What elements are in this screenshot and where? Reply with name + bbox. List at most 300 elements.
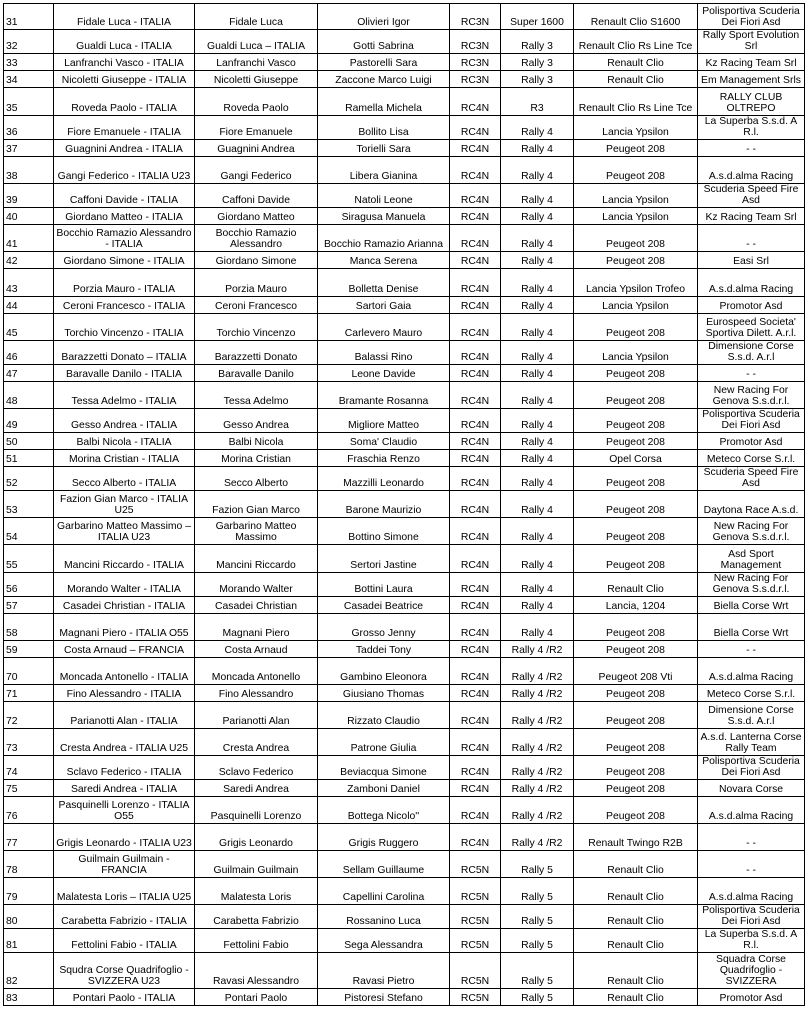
- team-cell: Kz Racing Team Srl: [698, 208, 805, 225]
- class-cell: RC4N: [450, 140, 501, 157]
- car-cell: Lancia Ypsilon: [574, 297, 698, 314]
- group-cell: Rally 4: [501, 225, 574, 252]
- table-row: [4, 702, 805, 729]
- co-driver-cell: Natoli Leone: [318, 184, 450, 208]
- car-cell: Peugeot 208: [574, 729, 698, 756]
- driver-cell: Lanfranchi Vasco: [195, 54, 318, 71]
- car-cell: Renault Clio: [574, 878, 698, 905]
- table-row: [4, 409, 805, 433]
- group-cell: Rally 4 /R2: [501, 641, 574, 658]
- table-row: [4, 905, 805, 929]
- driver-cell: Ceroni Francesco: [195, 297, 318, 314]
- car-cell: Lancia, 1204: [574, 597, 698, 614]
- competitor-cell: Guagnini Andrea - ITALIA: [54, 140, 195, 157]
- group-cell: Rally 4: [501, 433, 574, 450]
- entry-number-cell: 46: [4, 341, 54, 365]
- team-cell: Dimensione Corse S.s.d. A.r.l: [698, 702, 805, 729]
- car-cell: Peugeot 208: [574, 225, 698, 252]
- entry-number-cell: 82: [4, 953, 54, 989]
- entry-number-cell: 47: [4, 365, 54, 382]
- entry-number-cell: 77: [4, 824, 54, 851]
- table-row: [4, 433, 805, 450]
- car-cell: Lancia Ypsilon Trofeo: [574, 269, 698, 297]
- co-driver-cell: Zamboni Daniel: [318, 780, 450, 797]
- table-row: [4, 341, 805, 365]
- co-driver-cell: Grigis Ruggero: [318, 824, 450, 851]
- team-cell: A.s.d.alma Racing: [698, 878, 805, 905]
- co-driver-cell: Casadei Beatrice: [318, 597, 450, 614]
- team-cell: RALLY CLUB OLTREPO: [698, 88, 805, 116]
- car-cell: Lancia Ypsilon: [574, 208, 698, 225]
- team-cell: - -: [698, 641, 805, 658]
- competitor-cell: Morando Walter - ITALIA: [54, 573, 195, 597]
- class-cell: RC4N: [450, 433, 501, 450]
- car-cell: Peugeot 208: [574, 314, 698, 341]
- table-row: [4, 597, 805, 614]
- driver-cell: Cresta Andrea: [195, 729, 318, 756]
- competitor-cell: Saredi Andrea - ITALIA: [54, 780, 195, 797]
- class-cell: RC4N: [450, 545, 501, 573]
- class-cell: RC3N: [450, 71, 501, 88]
- entry-number-cell: 52: [4, 467, 54, 491]
- car-cell: Renault Clio: [574, 929, 698, 953]
- entry-number-cell: 41: [4, 225, 54, 252]
- competitor-cell: Porzia Mauro - ITALIA: [54, 269, 195, 297]
- car-cell: Renault Clio: [574, 54, 698, 71]
- team-cell: New Racing For Genova S.s.d.r.l.: [698, 382, 805, 409]
- competitor-cell: Lanfranchi Vasco - ITALIA: [54, 54, 195, 71]
- table-row: [4, 88, 805, 116]
- competitor-cell: Malatesta Loris – ITALIA U25: [54, 878, 195, 905]
- team-cell: Eurospeed Societa' Sportiva Dilett. A.r.l.: [698, 314, 805, 341]
- class-cell: RC4N: [450, 314, 501, 341]
- team-cell: A.s.d. Lanterna Corse Rally Team: [698, 729, 805, 756]
- team-cell: Em Management Srls: [698, 71, 805, 88]
- group-cell: Rally 4 /R2: [501, 702, 574, 729]
- co-driver-cell: Giusiano Thomas: [318, 685, 450, 702]
- class-cell: RC4N: [450, 116, 501, 140]
- car-cell: Renault Clio Rs Line Tce: [574, 88, 698, 116]
- team-cell: Polisportiva Scuderia Dei Fiori Asd: [698, 756, 805, 780]
- group-cell: Rally 4 /R2: [501, 824, 574, 851]
- driver-cell: Gesso Andrea: [195, 409, 318, 433]
- team-cell: Biella Corse Wrt: [698, 597, 805, 614]
- entry-list-table: [3, 3, 805, 1006]
- table-row: [4, 545, 805, 573]
- competitor-cell: Fiore Emanuele - ITALIA: [54, 116, 195, 140]
- co-driver-cell: Taddei Tony: [318, 641, 450, 658]
- co-driver-cell: Capellini Carolina: [318, 878, 450, 905]
- entry-number-cell: 58: [4, 614, 54, 641]
- co-driver-cell: Barone Maurizio: [318, 491, 450, 518]
- entry-number-cell: 33: [4, 54, 54, 71]
- entry-number-cell: 39: [4, 184, 54, 208]
- co-driver-cell: Bollito Lisa: [318, 116, 450, 140]
- table-row: [4, 614, 805, 641]
- co-driver-cell: Gotti Sabrina: [318, 30, 450, 54]
- competitor-cell: Gualdi Luca - ITALIA: [54, 30, 195, 54]
- competitor-cell: Fidale Luca - ITALIA: [54, 4, 195, 30]
- group-cell: Rally 4: [501, 116, 574, 140]
- co-driver-cell: Bottino Simone: [318, 518, 450, 545]
- entry-number-cell: 71: [4, 685, 54, 702]
- entry-number-cell: 74: [4, 756, 54, 780]
- table-row: [4, 797, 805, 824]
- group-cell: Rally 4: [501, 409, 574, 433]
- team-cell: - -: [698, 851, 805, 878]
- entry-number-cell: 75: [4, 780, 54, 797]
- table-row: [4, 297, 805, 314]
- table-row: [4, 989, 805, 1006]
- co-driver-cell: Ramella Michela: [318, 88, 450, 116]
- table-row: [4, 382, 805, 409]
- table-row: [4, 518, 805, 545]
- table-row: [4, 729, 805, 756]
- group-cell: Rally 4 /R2: [501, 729, 574, 756]
- group-cell: Rally 4: [501, 157, 574, 184]
- car-cell: Renault Clio: [574, 953, 698, 989]
- driver-cell: Fino Alessandro: [195, 685, 318, 702]
- competitor-cell: Bocchio Ramazio Alessandro - ITALIA: [54, 225, 195, 252]
- competitor-cell: Secco Alberto - ITALIA: [54, 467, 195, 491]
- group-cell: Rally 4 /R2: [501, 685, 574, 702]
- competitor-cell: Morina Cristian - ITALIA: [54, 450, 195, 467]
- class-cell: RC4N: [450, 573, 501, 597]
- entry-number-cell: 56: [4, 573, 54, 597]
- class-cell: RC4N: [450, 409, 501, 433]
- driver-cell: Fazion Gian Marco: [195, 491, 318, 518]
- group-cell: Rally 3: [501, 54, 574, 71]
- driver-cell: Morando Walter: [195, 573, 318, 597]
- group-cell: Rally 4: [501, 382, 574, 409]
- car-cell: Peugeot 208: [574, 467, 698, 491]
- car-cell: Peugeot 208: [574, 157, 698, 184]
- car-cell: Peugeot 208: [574, 685, 698, 702]
- driver-cell: Carabetta Fabrizio: [195, 905, 318, 929]
- driver-cell: Magnani Piero: [195, 614, 318, 641]
- entry-number-cell: 73: [4, 729, 54, 756]
- co-driver-cell: Sega Alessandra: [318, 929, 450, 953]
- class-cell: RC4N: [450, 518, 501, 545]
- competitor-cell: Tessa Adelmo - ITALIA: [54, 382, 195, 409]
- team-cell: Promotor Asd: [698, 433, 805, 450]
- entry-number-cell: 53: [4, 491, 54, 518]
- driver-cell: Barazzetti Donato: [195, 341, 318, 365]
- car-cell: Renault Clio: [574, 573, 698, 597]
- team-cell: A.s.d.alma Racing: [698, 658, 805, 685]
- driver-cell: Moncada Antonello: [195, 658, 318, 685]
- competitor-cell: Guilmain Guilmain - FRANCIA: [54, 851, 195, 878]
- entry-number-cell: 31: [4, 4, 54, 30]
- entry-number-cell: 43: [4, 269, 54, 297]
- table-row: [4, 365, 805, 382]
- table-row: [4, 641, 805, 658]
- group-cell: Rally 4: [501, 545, 574, 573]
- group-cell: Rally 4: [501, 269, 574, 297]
- group-cell: Rally 4: [501, 184, 574, 208]
- table-row: [4, 30, 805, 54]
- competitor-cell: Squdra Corse Quadrifoglio - SVIZZERA U23: [54, 953, 195, 989]
- co-driver-cell: Olivieri Igor: [318, 4, 450, 30]
- driver-cell: Costa Arnaud: [195, 641, 318, 658]
- table-row: [4, 756, 805, 780]
- co-driver-cell: Ravasi Pietro: [318, 953, 450, 989]
- team-cell: Promotor Asd: [698, 989, 805, 1006]
- group-cell: R3: [501, 88, 574, 116]
- competitor-cell: Magnani Piero - ITALIA O55: [54, 614, 195, 641]
- entry-number-cell: 38: [4, 157, 54, 184]
- co-driver-cell: Siragusa Manuela: [318, 208, 450, 225]
- competitor-cell: Gangi Federico - ITALIA U23: [54, 157, 195, 184]
- co-driver-cell: Torielli Sara: [318, 140, 450, 157]
- class-cell: RC4N: [450, 382, 501, 409]
- class-cell: RC3N: [450, 30, 501, 54]
- competitor-cell: Balbi Nicola - ITALIA: [54, 433, 195, 450]
- driver-cell: Guilmain Guilmain: [195, 851, 318, 878]
- car-cell: Peugeot 208: [574, 702, 698, 729]
- group-cell: Rally 4 /R2: [501, 780, 574, 797]
- table-row: [4, 314, 805, 341]
- team-cell: A.s.d.alma Racing: [698, 157, 805, 184]
- co-driver-cell: Sartori Gaia: [318, 297, 450, 314]
- table-row: [4, 467, 805, 491]
- co-driver-cell: Migliore Matteo: [318, 409, 450, 433]
- driver-cell: Guagnini Andrea: [195, 140, 318, 157]
- co-driver-cell: Patrone Giulia: [318, 729, 450, 756]
- driver-cell: Grigis Leonardo: [195, 824, 318, 851]
- driver-cell: Tessa Adelmo: [195, 382, 318, 409]
- competitor-cell: Gesso Andrea - ITALIA: [54, 409, 195, 433]
- table-row: [4, 184, 805, 208]
- entry-number-cell: 36: [4, 116, 54, 140]
- competitor-cell: Giordano Matteo - ITALIA: [54, 208, 195, 225]
- team-cell: Squadra Corse Quadrifoglio - SVIZZERA: [698, 953, 805, 989]
- team-cell: La Superba S.s.d. A R.l.: [698, 929, 805, 953]
- class-cell: RC4N: [450, 208, 501, 225]
- co-driver-cell: Leone Davide: [318, 365, 450, 382]
- co-driver-cell: Carlevero Mauro: [318, 314, 450, 341]
- car-cell: Peugeot 208: [574, 518, 698, 545]
- competitor-cell: Casadei Christian - ITALIA: [54, 597, 195, 614]
- car-cell: Lancia Ypsilon: [574, 184, 698, 208]
- co-driver-cell: Manca Serena: [318, 252, 450, 269]
- car-cell: Peugeot 208: [574, 365, 698, 382]
- entry-number-cell: 44: [4, 297, 54, 314]
- co-driver-cell: Gambino Eleonora: [318, 658, 450, 685]
- car-cell: Peugeot 208: [574, 756, 698, 780]
- team-cell: A.s.d.alma Racing: [698, 269, 805, 297]
- team-cell: Scuderia Speed Fire Asd: [698, 467, 805, 491]
- driver-cell: Porzia Mauro: [195, 269, 318, 297]
- co-driver-cell: Zaccone Marco Luigi: [318, 71, 450, 88]
- class-cell: RC4N: [450, 614, 501, 641]
- team-cell: - -: [698, 140, 805, 157]
- co-driver-cell: Mazzilli Leonardo: [318, 467, 450, 491]
- co-driver-cell: Beviacqua Simone: [318, 756, 450, 780]
- team-cell: La Superba S.s.d. A R.l.: [698, 116, 805, 140]
- group-cell: Rally 3: [501, 71, 574, 88]
- competitor-cell: Giordano Simone - ITALIA: [54, 252, 195, 269]
- entry-number-cell: 35: [4, 88, 54, 116]
- table-row: [4, 269, 805, 297]
- driver-cell: Pontari Paolo: [195, 989, 318, 1006]
- entry-number-cell: 72: [4, 702, 54, 729]
- driver-cell: Casadei Christian: [195, 597, 318, 614]
- entry-number-cell: 80: [4, 905, 54, 929]
- entry-number-cell: 81: [4, 929, 54, 953]
- class-cell: RC4N: [450, 225, 501, 252]
- table-row: [4, 54, 805, 71]
- driver-cell: Bocchio Ramazio Alessandro: [195, 225, 318, 252]
- group-cell: Rally 4 /R2: [501, 658, 574, 685]
- group-cell: Rally 5: [501, 878, 574, 905]
- entry-number-cell: 40: [4, 208, 54, 225]
- group-cell: Rally 4: [501, 341, 574, 365]
- car-cell: Renault Twingo R2B: [574, 824, 698, 851]
- class-cell: RC4N: [450, 365, 501, 382]
- car-cell: Renault Clio: [574, 989, 698, 1006]
- competitor-cell: Barazzetti Donato – ITALIA: [54, 341, 195, 365]
- entry-number-cell: 70: [4, 658, 54, 685]
- co-driver-cell: Sertori Jastine: [318, 545, 450, 573]
- team-cell: Easi Srl: [698, 252, 805, 269]
- entry-number-cell: 34: [4, 71, 54, 88]
- car-cell: Peugeot 208: [574, 491, 698, 518]
- group-cell: Super 1600: [501, 4, 574, 30]
- group-cell: Rally 4: [501, 450, 574, 467]
- co-driver-cell: Soma' Claudio: [318, 433, 450, 450]
- competitor-cell: Moncada Antonello - ITALIA: [54, 658, 195, 685]
- car-cell: Opel Corsa: [574, 450, 698, 467]
- car-cell: Peugeot 208: [574, 382, 698, 409]
- table-row: [4, 208, 805, 225]
- class-cell: RC4N: [450, 269, 501, 297]
- car-cell: Lancia Ypsilon: [574, 116, 698, 140]
- table-row: [4, 929, 805, 953]
- driver-cell: Torchio Vincenzo: [195, 314, 318, 341]
- car-cell: Peugeot 208: [574, 797, 698, 824]
- group-cell: Rally 5: [501, 989, 574, 1006]
- group-cell: Rally 4: [501, 573, 574, 597]
- class-cell: RC4N: [450, 467, 501, 491]
- driver-cell: Parianotti Alan: [195, 702, 318, 729]
- group-cell: Rally 4: [501, 491, 574, 518]
- table-row: [4, 780, 805, 797]
- table-row: [4, 252, 805, 269]
- car-cell: Peugeot 208: [574, 409, 698, 433]
- group-cell: Rally 5: [501, 953, 574, 989]
- class-cell: RC3N: [450, 4, 501, 30]
- class-cell: RC4N: [450, 756, 501, 780]
- table-row: [4, 116, 805, 140]
- driver-cell: Baravalle Danilo: [195, 365, 318, 382]
- class-cell: RC4N: [450, 88, 501, 116]
- driver-cell: Malatesta Loris: [195, 878, 318, 905]
- competitor-cell: Cresta Andrea - ITALIA U25: [54, 729, 195, 756]
- car-cell: Peugeot 208: [574, 140, 698, 157]
- co-driver-cell: Grosso Jenny: [318, 614, 450, 641]
- group-cell: Rally 4: [501, 252, 574, 269]
- co-driver-cell: Bramante Rosanna: [318, 382, 450, 409]
- competitor-cell: Torchio Vincenzo - ITALIA: [54, 314, 195, 341]
- team-cell: New Racing For Genova S.s.d.r.l.: [698, 573, 805, 597]
- group-cell: Rally 3: [501, 30, 574, 54]
- entry-number-cell: 54: [4, 518, 54, 545]
- group-cell: Rally 4 /R2: [501, 797, 574, 824]
- entry-list-body: [4, 4, 805, 1006]
- competitor-cell: Parianotti Alan - ITALIA: [54, 702, 195, 729]
- team-cell: Meteco Corse S.r.l.: [698, 450, 805, 467]
- co-driver-cell: Libera Gianina: [318, 157, 450, 184]
- class-cell: RC4N: [450, 702, 501, 729]
- co-driver-cell: Pistoresi Stefano: [318, 989, 450, 1006]
- co-driver-cell: Balassi Rino: [318, 341, 450, 365]
- team-cell: New Racing For Genova S.s.d.r.l.: [698, 518, 805, 545]
- table-row: [4, 851, 805, 878]
- driver-cell: Ravasi Alessandro: [195, 953, 318, 989]
- class-cell: RC4N: [450, 641, 501, 658]
- class-cell: RC4N: [450, 685, 501, 702]
- class-cell: RC4N: [450, 729, 501, 756]
- group-cell: Rally 5: [501, 905, 574, 929]
- driver-cell: Fiore Emanuele: [195, 116, 318, 140]
- team-cell: Polisportiva Scuderia Dei Fiori Asd: [698, 4, 805, 30]
- competitor-cell: Caffoni Davide - ITALIA: [54, 184, 195, 208]
- car-cell: Peugeot 208: [574, 641, 698, 658]
- entry-number-cell: 79: [4, 878, 54, 905]
- competitor-cell: Nicoletti Giuseppe - ITALIA: [54, 71, 195, 88]
- team-cell: Rally Sport Evolution Srl: [698, 30, 805, 54]
- co-driver-cell: Fraschia Renzo: [318, 450, 450, 467]
- team-cell: Asd Sport Management: [698, 545, 805, 573]
- car-cell: Peugeot 208: [574, 433, 698, 450]
- competitor-cell: Garbarino Matteo Massimo – ITALIA U23: [54, 518, 195, 545]
- competitor-cell: Mancini Riccardo - ITALIA: [54, 545, 195, 573]
- entry-number-cell: 42: [4, 252, 54, 269]
- class-cell: RC5N: [450, 953, 501, 989]
- competitor-cell: Roveda Paolo - ITALIA: [54, 88, 195, 116]
- car-cell: Peugeot 208 Vti: [574, 658, 698, 685]
- table-row: [4, 450, 805, 467]
- group-cell: Rally 4 /R2: [501, 756, 574, 780]
- competitor-cell: Sclavo Federico - ITALIA: [54, 756, 195, 780]
- class-cell: RC4N: [450, 597, 501, 614]
- car-cell: Renault Clio S1600: [574, 4, 698, 30]
- group-cell: Rally 4: [501, 297, 574, 314]
- class-cell: RC4N: [450, 341, 501, 365]
- table-row: [4, 685, 805, 702]
- table-row: [4, 4, 805, 30]
- driver-cell: Giordano Simone: [195, 252, 318, 269]
- team-cell: Promotor Asd: [698, 297, 805, 314]
- group-cell: Rally 4: [501, 140, 574, 157]
- driver-cell: Mancini Riccardo: [195, 545, 318, 573]
- driver-cell: Sclavo Federico: [195, 756, 318, 780]
- class-cell: RC4N: [450, 450, 501, 467]
- table-row: [4, 824, 805, 851]
- competitor-cell: Baravalle Danilo - ITALIA: [54, 365, 195, 382]
- table-row: [4, 157, 805, 184]
- table-row: [4, 573, 805, 597]
- group-cell: Rally 5: [501, 929, 574, 953]
- co-driver-cell: Rizzato Claudio: [318, 702, 450, 729]
- team-cell: - -: [698, 824, 805, 851]
- team-cell: Daytona Race A.s.d.: [698, 491, 805, 518]
- driver-cell: Caffoni Davide: [195, 184, 318, 208]
- entry-number-cell: 78: [4, 851, 54, 878]
- driver-cell: Gualdi Luca – ITALIA: [195, 30, 318, 54]
- co-driver-cell: Bottega Nicolo'': [318, 797, 450, 824]
